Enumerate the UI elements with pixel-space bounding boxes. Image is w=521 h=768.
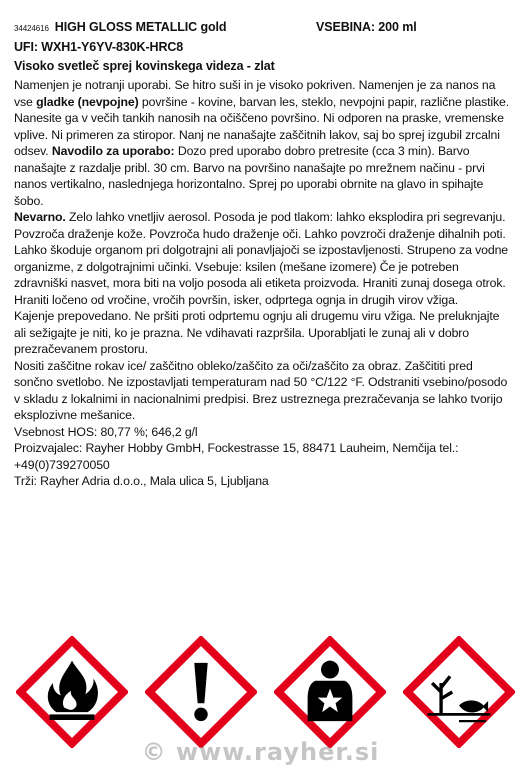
product-name: HIGH GLOSS METALLIC gold	[54, 20, 227, 34]
manufacturer-info: Proizvajalec: Rayher Hobby GmbH, Fockestrasse 15, 88471 Lauheim, Nemčija tel.: +49(0)739270050	[14, 441, 459, 472]
hazard-text: Zelo lahko vnetljiv aerosol. Posoda je pod tlakom: lahko eksplodira pri segrevanju. Povzroča draženje kože. Povzroča hudo draženje oči. Lahko povzroči draženje dihalnih poti. Lahko škoduje organom pri dolgotrajni ali ponavljajoči se izpostavljenosti. Strupeno za vodne organizme, z dolgotrajnimi učinki. Vsebuje: ksilen (mešane izomere) Če je potreben zdravniški nasvet, mora biti na voljo posoda ali etiketa proizvoda. Hraniti zunaj dosega otrok. Hraniti ločeno od vročine, vročih površin, isker, odprtega ognja in drugih virov vžiga.	[14, 210, 509, 307]
voc-content: Vsebnost HOS: 80,77 %; 646,2 g/l	[14, 424, 198, 439]
usage-heading: Navodilo za uporabo:	[51, 144, 175, 158]
watermark: © www.rayher.si	[141, 738, 380, 766]
flame-icon	[16, 636, 128, 748]
exclamation-mark-icon	[145, 636, 257, 748]
product-subtitle: Visoko svetleč sprej kovinskega videza - zlat	[14, 59, 275, 73]
signal-word: Nevarno.	[14, 210, 66, 224]
header-line-1	[14, 20, 417, 34]
usage-text: Dozo pred uporabo dobro pretresite (cca 3 min). Barvo nanašajte z razdalje pribl. 30 cm. Barvo na površino nanašajte po mrežnem načinu - prvi nanos vertikalno, naslednjega horizontalno. Sprej po uporabi obrnite na glavo in spihajte šobo.	[14, 144, 485, 208]
description-text-2: površine - kovine, barvan les, steklo, nevpojni papir, različne plastike. Nanesite ga v večih tankih nanosih na očiščeno površino. Ni odporen na praske, vremenske vplive. Ni primeren za stiropor. Nanj ne nanašajte zaščitnih lakov, saj bo sprej izgubil zrcalni odsev.	[14, 94, 510, 158]
distributor-info: Trži: Rayher Adria d.o.o., Mala ulica 5, Ljubljana	[14, 474, 269, 488]
precaution-paragraph-1: Kajenje prepovedano. Ne pršiti proti odprtemu ognju ali drugemu viru vžiga. Ne preluknjajte ali sežigajte je niti, ko je prazna. Ne vdihavati razpršila. Uporabljati le zunaj ali v dobro prezračevanem prostoru.	[14, 309, 500, 356]
description-paragraph	[14, 77, 514, 209]
environment-icon	[403, 636, 515, 748]
hazard-paragraph	[14, 209, 514, 308]
description-bold: gladke (nevpojne)	[36, 94, 139, 109]
description-text: Namenjen je notranji uporabi. Se hitro suši in je visoko pokriven. Namenjen je za nanos na vse	[14, 78, 496, 109]
volume: VSEBINA: 200 ml	[316, 20, 417, 34]
health-hazard-icon	[274, 636, 386, 748]
ufi-code: UFI: WXH1-Y6YV-830K-HRC8	[14, 40, 184, 54]
precaution-paragraph-2: Nositi zaščitne rokav ice/ zaščitno obleko/zaščito za oči/zaščito za obraz. Zaščititi pred sončno svetlobo. Ne izpostavljati temperaturam nad 50 °C/122 °F. Odstraniti vsebino/posodo v skladu z lokalnimi in nacionalnimi predpisi. Brez ustreznega prezračevanja se lahko tvorijo eksplozivne mešanice.	[14, 358, 508, 422]
ghs-pictograms	[16, 636, 516, 741]
label-body	[14, 77, 514, 490]
article-code: 34424616	[14, 24, 49, 33]
